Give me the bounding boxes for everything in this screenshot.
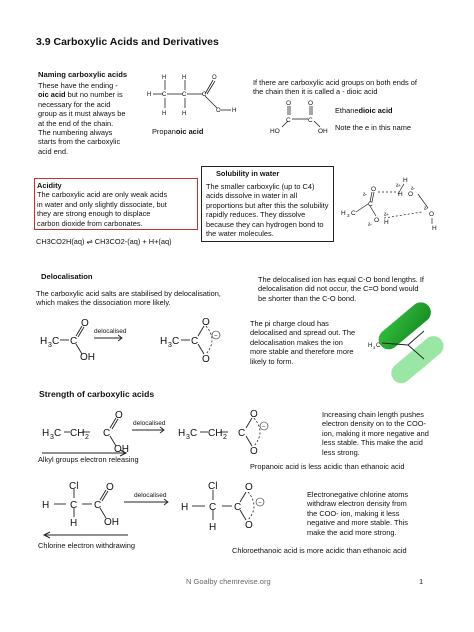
svg-text:H: H: [181, 502, 189, 513]
svg-text:CH: CH: [70, 428, 85, 439]
svg-text:H: H: [42, 428, 50, 439]
propanoic-caption: Propanoic acid: [152, 127, 204, 136]
svg-text:C: C: [70, 500, 78, 511]
svg-text:C: C: [202, 92, 207, 98]
svg-text:3: 3: [50, 434, 54, 441]
strength-heading: Strength of carboxylic acids: [39, 389, 155, 399]
svg-text:OH: OH: [318, 128, 328, 135]
svg-text:H: H: [40, 336, 48, 347]
svg-text:O: O: [374, 217, 380, 224]
svg-text:C: C: [238, 428, 246, 439]
svg-text:O: O: [250, 409, 258, 420]
ethanedioic-caption: Ethanedioic acid: [335, 106, 393, 115]
svg-text:C: C: [103, 428, 111, 439]
svg-text:δ-: δ-: [368, 222, 373, 227]
svg-text:δ+: δ+: [384, 212, 390, 217]
svg-text:3: 3: [373, 345, 376, 350]
svg-text:H: H: [70, 518, 78, 529]
chain-length-text: Increasing chain length pushes electron density on to the COO- ion, making it more negative and less stable. This make the acid less strong.: [322, 410, 429, 457]
svg-text:H: H: [162, 75, 167, 81]
footer-page-number: 1: [419, 577, 424, 586]
svg-text:O: O: [408, 191, 414, 198]
solubility-heading: Solubility in water: [216, 169, 280, 178]
svg-text:HO: HO: [270, 128, 280, 135]
svg-text:O: O: [371, 186, 377, 193]
delocalised-arrow-label: delocalised: [94, 328, 127, 335]
svg-text:O: O: [429, 211, 435, 218]
svg-text:H: H: [232, 108, 237, 114]
svg-text:−: −: [262, 424, 266, 431]
chlorine-text: Electronegative chlorine atoms withdraw electron density from the COO- ion, making it less negative and more stable. This make the acid more strong.: [307, 490, 409, 537]
svg-text:H: H: [162, 111, 167, 117]
svg-text:δ-: δ-: [424, 206, 429, 211]
strength-arrow-label-2: delocalised: [134, 492, 167, 499]
solubility-text: The smaller carboxylic (up to C4) acids dissolve in water in all proportions but after this the solubility rapidly reduces. They dissolve because they can hydrogen bond to the water molecules.: [206, 182, 329, 239]
chlorine-caption: Chlorine electron withdrawing: [38, 541, 135, 550]
svg-text:C: C: [286, 117, 291, 124]
footer-author: N Goalby chemrevise.org: [186, 577, 271, 586]
svg-text:H: H: [178, 428, 186, 439]
svg-text:C: C: [368, 201, 373, 208]
hydrogen-bonding-diagram: [336, 172, 446, 242]
svg-text:C: C: [162, 92, 167, 98]
propanoic-compare: Propanoic acid is less acidic than ethanoic acid: [250, 462, 405, 471]
svg-text:C: C: [94, 500, 102, 511]
propanoic-acid-structure: [145, 72, 245, 132]
svg-text:δ-: δ-: [411, 186, 416, 191]
svg-text:H: H: [160, 336, 168, 347]
bond-length-text: The delocalised ion has equal C-O bond lengths. If delocalisation did not occur, the C=O bond would be shorter than the C-O bond.: [258, 275, 424, 303]
svg-text:3: 3: [347, 213, 350, 218]
svg-text:C: C: [351, 210, 356, 217]
svg-text:O: O: [202, 354, 210, 365]
acidity-heading: Acidity: [37, 181, 62, 190]
svg-text:Cl: Cl: [208, 481, 218, 492]
svg-text:δ-: δ-: [363, 192, 368, 197]
svg-text:C: C: [70, 336, 78, 347]
chloro-compare: Chloroethanoic acid is more acidic than ethanoic acid: [232, 546, 407, 555]
ethanedioic-acid-structure: [268, 101, 338, 141]
svg-text:Cl: Cl: [69, 481, 79, 492]
pi-cloud-illustration: [368, 305, 463, 385]
svg-text:C: C: [308, 117, 313, 124]
note-text: Note the e in this name: [335, 123, 412, 132]
svg-text:H: H: [182, 111, 187, 117]
svg-text:C: C: [376, 343, 381, 349]
acidity-text: Acidity The carboxylic acid are only weak acids in water and only slightly dissociate, but they are strong enough to displace carbon dioxide from carbonates.: [37, 181, 195, 228]
svg-text:O: O: [202, 317, 210, 328]
svg-text:OH: OH: [104, 517, 119, 528]
svg-text:H: H: [432, 225, 437, 232]
dioic-text: If there are carboxylic acid groups on both ends of the chain then it is called a - dioic acid: [253, 78, 417, 97]
svg-text:O: O: [250, 446, 258, 457]
svg-text:O: O: [106, 482, 114, 493]
svg-text:H: H: [384, 219, 389, 226]
svg-text:H: H: [209, 522, 217, 533]
acidity-equation: CH3CO2H(aq) ⇌ CH3CO2-(aq) + H+(aq): [36, 237, 172, 246]
svg-text:−: −: [258, 500, 262, 507]
svg-text:H: H: [341, 210, 346, 217]
svg-text:C: C: [182, 92, 187, 98]
svg-text:C: C: [190, 428, 198, 439]
chlorine-withdraw-arrow: [40, 530, 130, 540]
svg-text:2: 2: [223, 434, 227, 441]
svg-text:C: C: [234, 502, 242, 513]
delocalisation-heading: Delocalisation: [41, 272, 93, 281]
svg-text:H: H: [42, 500, 50, 511]
strength-arrow-label-1: delocalised: [133, 420, 166, 427]
svg-text:2: 2: [85, 434, 89, 441]
svg-text:C: C: [52, 336, 60, 347]
svg-text:O: O: [115, 410, 123, 421]
svg-text:δ+: δ+: [396, 183, 402, 188]
svg-text:H: H: [182, 75, 187, 81]
svg-text:OH: OH: [114, 444, 129, 455]
svg-text:O: O: [286, 100, 292, 107]
svg-text:H: H: [147, 92, 152, 98]
svg-text:O: O: [245, 520, 253, 531]
svg-text:H: H: [403, 177, 408, 184]
svg-text:−: −: [214, 333, 218, 340]
svg-text:C: C: [172, 336, 180, 347]
svg-text:O: O: [212, 75, 217, 81]
svg-text:3: 3: [48, 342, 52, 349]
naming-heading: Naming carboxylic acids: [38, 70, 128, 79]
ethanoate-delocalisation-diagram: [36, 318, 261, 378]
svg-text:O: O: [245, 482, 253, 493]
svg-text:OH: OH: [80, 352, 95, 363]
svg-text:3: 3: [168, 342, 172, 349]
naming-text: These have the ending - oic acid but no number is necessary for the acid group as it must always be at the end of the chain. The numbering always starts from the carboxylic acid end.: [38, 81, 126, 156]
pi-cloud-text: The pi charge cloud has delocalised and spread out. The delocalisation makes the ion more stable and therefore more likely to form.: [250, 319, 356, 366]
svg-text:C: C: [54, 428, 62, 439]
svg-text:O: O: [81, 318, 89, 329]
svg-text:H: H: [368, 343, 373, 349]
svg-text:H: H: [398, 191, 403, 198]
page-title: 3.9 Carboxylic Acids and Derivatives: [36, 36, 219, 48]
svg-text:O: O: [216, 108, 221, 114]
delocalisation-text: The carboxylic acid salts are stabilised by delocalisation, which makes the dissociation more likely.: [36, 289, 221, 308]
svg-text:3: 3: [186, 434, 190, 441]
alkyl-caption: Alkyl groups electron releasing: [38, 455, 139, 464]
svg-text:C: C: [209, 502, 217, 513]
svg-text:C: C: [191, 336, 199, 347]
svg-text:O: O: [308, 100, 314, 107]
svg-text:CH: CH: [208, 428, 223, 439]
